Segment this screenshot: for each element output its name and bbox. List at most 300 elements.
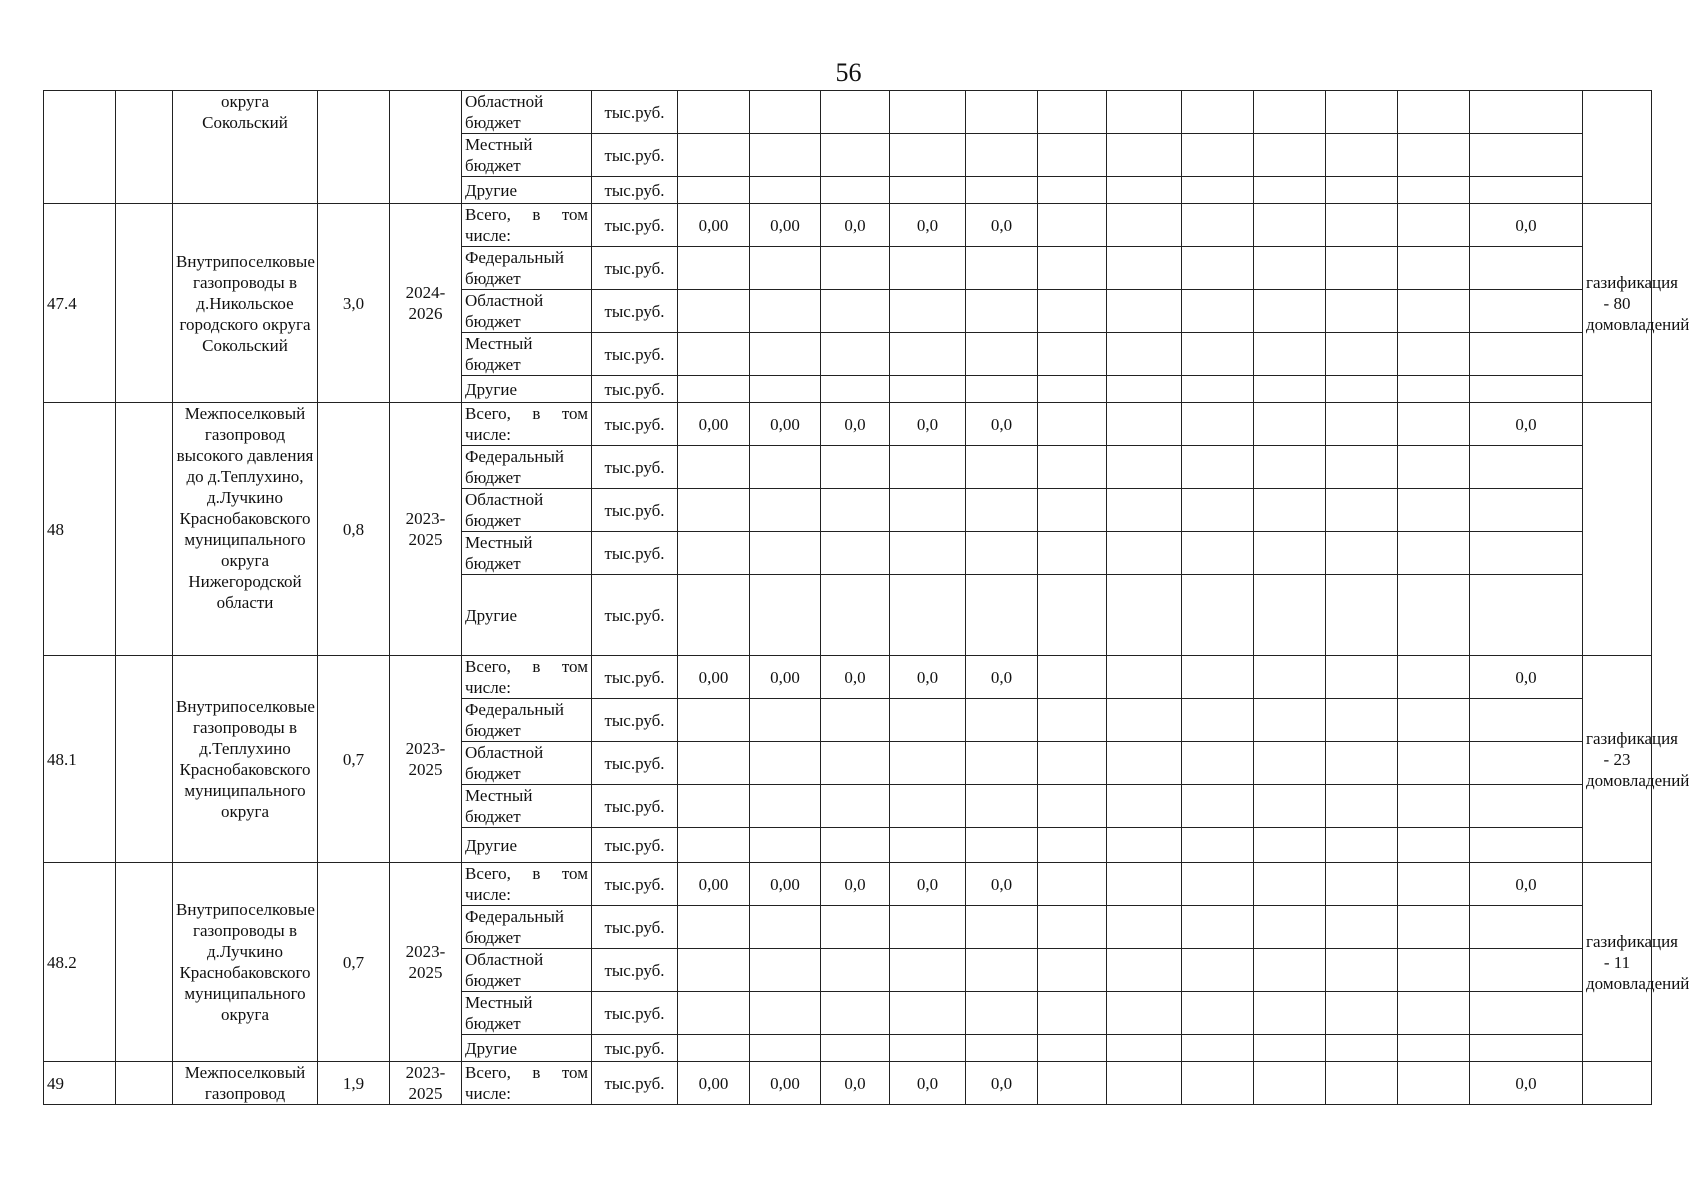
value-cell	[1254, 333, 1326, 376]
value-cell	[1470, 177, 1583, 204]
value-cell	[1326, 863, 1398, 906]
value-cell	[1107, 247, 1182, 290]
value-cell	[1254, 1035, 1326, 1062]
value-cell	[1182, 376, 1254, 403]
value-cell	[1254, 863, 1326, 906]
value-cell	[1470, 699, 1583, 742]
value-cell	[1107, 290, 1182, 333]
value-cell	[1398, 1035, 1470, 1062]
value-cell	[678, 290, 750, 333]
value-cell	[1326, 333, 1398, 376]
unit-cell: тыс.руб.	[592, 742, 678, 785]
unit-cell: тыс.руб.	[592, 699, 678, 742]
value-cell	[678, 489, 750, 532]
row-id: 48.2	[44, 863, 116, 1062]
object-name: Внутрипоселковые газопроводы в д.Теплухино Краснобаковского муниципального округа	[173, 656, 318, 863]
value-cell	[1470, 992, 1583, 1035]
value-cell	[1038, 446, 1107, 489]
length-value	[318, 91, 390, 204]
value-cell	[1182, 177, 1254, 204]
value-cell	[1182, 575, 1254, 656]
row-id	[44, 91, 116, 204]
value-cell	[1470, 134, 1583, 177]
value-cell	[1398, 91, 1470, 134]
value-cell	[1326, 446, 1398, 489]
value-cell	[1254, 290, 1326, 333]
value-cell	[821, 575, 890, 656]
value-cell	[1398, 134, 1470, 177]
value-cell	[1254, 91, 1326, 134]
value-cell	[678, 247, 750, 290]
value-cell	[1107, 992, 1182, 1035]
value-cell: 0,0	[966, 1062, 1038, 1105]
unit-cell: тыс.руб.	[592, 656, 678, 699]
value-cell	[1326, 134, 1398, 177]
value-cell	[1107, 828, 1182, 863]
value-cell	[1182, 446, 1254, 489]
value-cell	[1182, 742, 1254, 785]
object-name: Внутрипоселковые газопроводы в д.Лучкино Краснобаковского муниципального округа	[173, 863, 318, 1062]
value-cell	[678, 742, 750, 785]
value-cell	[1107, 91, 1182, 134]
value-cell	[890, 949, 966, 992]
value-cell	[1398, 403, 1470, 446]
table-row	[44, 204, 1652, 247]
value-cell	[1038, 247, 1107, 290]
value-cell	[1326, 1062, 1398, 1105]
years-value: 2023-2025	[390, 1062, 462, 1105]
table-row	[44, 91, 1652, 134]
value-cell	[678, 333, 750, 376]
object-name: Внутрипоселковые газопроводы в д.Никольское городского округа Сокольский	[173, 204, 318, 403]
row-id: 48.1	[44, 656, 116, 863]
unit-cell: тыс.руб.	[592, 134, 678, 177]
value-cell	[750, 992, 821, 1035]
funding-source: Всего, в том числе:	[462, 403, 592, 446]
value-cell	[678, 699, 750, 742]
value-cell	[750, 949, 821, 992]
unit-cell: тыс.руб.	[592, 1035, 678, 1062]
value-cell	[821, 828, 890, 863]
years-value: 2024-2026	[390, 204, 462, 403]
value-cell	[1038, 906, 1107, 949]
value-cell	[1038, 290, 1107, 333]
value-cell: 0,0	[821, 204, 890, 247]
value-cell	[1470, 247, 1583, 290]
years-value: 2023-2025	[390, 656, 462, 863]
value-cell: 0,00	[750, 403, 821, 446]
value-cell	[1254, 376, 1326, 403]
value-cell	[1398, 446, 1470, 489]
value-cell	[821, 177, 890, 204]
value-cell	[1254, 699, 1326, 742]
value-cell	[1107, 742, 1182, 785]
value-cell	[1326, 177, 1398, 204]
value-cell	[1398, 532, 1470, 575]
value-cell	[750, 333, 821, 376]
value-cell: 0,0	[1470, 656, 1583, 699]
object-name: округа Сокольский	[173, 91, 318, 204]
value-cell	[1326, 656, 1398, 699]
value-cell: 0,00	[678, 204, 750, 247]
value-cell	[821, 489, 890, 532]
value-cell	[966, 376, 1038, 403]
value-cell	[966, 247, 1038, 290]
value-cell	[678, 532, 750, 575]
value-cell: 0,0	[1470, 403, 1583, 446]
value-cell	[1182, 489, 1254, 532]
value-cell: 0,0	[821, 403, 890, 446]
value-cell	[1182, 290, 1254, 333]
funding-source: Местный бюджет	[462, 785, 592, 828]
value-cell	[1107, 532, 1182, 575]
value-cell	[1398, 290, 1470, 333]
value-cell	[1107, 906, 1182, 949]
value-cell	[890, 489, 966, 532]
value-cell	[821, 134, 890, 177]
value-cell	[750, 575, 821, 656]
value-cell	[890, 742, 966, 785]
value-cell	[966, 699, 1038, 742]
value-cell	[890, 333, 966, 376]
value-cell	[1107, 376, 1182, 403]
value-cell	[1107, 575, 1182, 656]
value-cell	[750, 290, 821, 333]
length-value: 1,9	[318, 1062, 390, 1105]
funding-source: Всего, в том числе:	[462, 1062, 592, 1105]
value-cell	[750, 785, 821, 828]
value-cell	[1107, 1035, 1182, 1062]
value-cell	[1038, 177, 1107, 204]
value-cell	[1326, 91, 1398, 134]
value-cell	[1398, 177, 1470, 204]
funding-source: Местный бюджет	[462, 532, 592, 575]
value-cell	[1107, 134, 1182, 177]
value-cell	[1470, 489, 1583, 532]
value-cell	[1254, 906, 1326, 949]
table-row	[44, 403, 1652, 446]
value-cell	[821, 1035, 890, 1062]
funding-source: Всего, в том числе:	[462, 656, 592, 699]
row-empty-col	[116, 656, 173, 863]
length-value: 0,8	[318, 403, 390, 656]
value-cell: 0,00	[678, 403, 750, 446]
value-cell	[1038, 489, 1107, 532]
value-cell	[1326, 785, 1398, 828]
value-cell	[1254, 247, 1326, 290]
value-cell	[1398, 992, 1470, 1035]
value-cell	[678, 376, 750, 403]
value-cell	[966, 575, 1038, 656]
value-cell	[1038, 91, 1107, 134]
value-cell	[890, 785, 966, 828]
value-cell	[1470, 376, 1583, 403]
row-empty-col	[116, 1062, 173, 1105]
value-cell	[1398, 949, 1470, 992]
value-cell	[1107, 446, 1182, 489]
value-cell	[1470, 532, 1583, 575]
value-cell	[966, 742, 1038, 785]
value-cell	[1038, 575, 1107, 656]
value-cell	[1182, 333, 1254, 376]
value-cell	[890, 532, 966, 575]
value-cell	[1326, 376, 1398, 403]
value-cell	[1254, 134, 1326, 177]
object-name: Межпоселковый газопровод	[173, 1062, 318, 1105]
value-cell	[1254, 177, 1326, 204]
funding-source: Федеральный бюджет	[462, 446, 592, 489]
value-cell	[966, 828, 1038, 863]
row-id: 48	[44, 403, 116, 656]
unit-cell: тыс.руб.	[592, 992, 678, 1035]
value-cell	[1470, 91, 1583, 134]
value-cell	[1326, 247, 1398, 290]
value-cell	[1107, 177, 1182, 204]
expected-result	[1583, 91, 1652, 204]
value-cell	[966, 489, 1038, 532]
value-cell	[1182, 204, 1254, 247]
value-cell: 0,0	[1470, 204, 1583, 247]
value-cell	[1038, 992, 1107, 1035]
value-cell	[1182, 403, 1254, 446]
value-cell	[678, 134, 750, 177]
unit-cell: тыс.руб.	[592, 949, 678, 992]
funding-source: Местный бюджет	[462, 134, 592, 177]
value-cell	[966, 1035, 1038, 1062]
unit-cell: тыс.руб.	[592, 91, 678, 134]
funding-source: Другие	[462, 177, 592, 204]
value-cell	[1182, 91, 1254, 134]
unit-cell: тыс.руб.	[592, 446, 678, 489]
value-cell: 0,00	[750, 1062, 821, 1105]
value-cell	[1470, 949, 1583, 992]
value-cell: 0,0	[890, 1062, 966, 1105]
row-id: 47.4	[44, 204, 116, 403]
value-cell	[1254, 532, 1326, 575]
value-cell: 0,00	[750, 204, 821, 247]
row-empty-col	[116, 91, 173, 204]
value-cell	[890, 828, 966, 863]
unit-cell: тыс.руб.	[592, 333, 678, 376]
value-cell	[750, 247, 821, 290]
value-cell	[1107, 656, 1182, 699]
unit-cell: тыс.руб.	[592, 785, 678, 828]
value-cell	[1326, 489, 1398, 532]
value-cell: 0,0	[1470, 1062, 1583, 1105]
value-cell	[966, 785, 1038, 828]
value-cell	[966, 134, 1038, 177]
value-cell	[1254, 446, 1326, 489]
value-cell	[1038, 134, 1107, 177]
value-cell	[750, 376, 821, 403]
value-cell	[890, 177, 966, 204]
value-cell	[1326, 828, 1398, 863]
value-cell	[1038, 1035, 1107, 1062]
value-cell	[750, 532, 821, 575]
value-cell	[1038, 333, 1107, 376]
value-cell	[1470, 828, 1583, 863]
value-cell: 0,00	[678, 1062, 750, 1105]
value-cell: 0,0	[966, 403, 1038, 446]
value-cell	[1038, 785, 1107, 828]
unit-cell: тыс.руб.	[592, 247, 678, 290]
funding-source: Областной бюджет	[462, 489, 592, 532]
value-cell	[1398, 333, 1470, 376]
value-cell	[1326, 532, 1398, 575]
funding-source: Другие	[462, 828, 592, 863]
value-cell	[1107, 1062, 1182, 1105]
value-cell: 0,0	[890, 656, 966, 699]
value-cell	[821, 446, 890, 489]
value-cell	[1398, 575, 1470, 656]
value-cell	[1038, 949, 1107, 992]
row-empty-col	[116, 863, 173, 1062]
value-cell: 0,00	[750, 656, 821, 699]
value-cell	[890, 575, 966, 656]
value-cell	[821, 91, 890, 134]
value-cell	[1107, 333, 1182, 376]
value-cell	[1254, 656, 1326, 699]
value-cell: 0,00	[678, 863, 750, 906]
value-cell	[1470, 290, 1583, 333]
value-cell: 0,0	[966, 204, 1038, 247]
value-cell	[1326, 204, 1398, 247]
value-cell	[1182, 247, 1254, 290]
unit-cell: тыс.руб.	[592, 575, 678, 656]
value-cell: 0,00	[750, 863, 821, 906]
value-cell	[1398, 376, 1470, 403]
value-cell	[966, 906, 1038, 949]
value-cell	[678, 446, 750, 489]
value-cell	[966, 446, 1038, 489]
value-cell	[1398, 828, 1470, 863]
value-cell	[821, 949, 890, 992]
value-cell	[890, 376, 966, 403]
years-value: 2023-2025	[390, 863, 462, 1062]
value-cell	[1182, 828, 1254, 863]
funding-source: Федеральный бюджет	[462, 247, 592, 290]
value-cell	[821, 992, 890, 1035]
row-empty-col	[116, 403, 173, 656]
value-cell	[1254, 785, 1326, 828]
unit-cell: тыс.руб.	[592, 863, 678, 906]
value-cell	[1107, 949, 1182, 992]
table-body	[44, 91, 1690, 1105]
value-cell	[1254, 742, 1326, 785]
value-cell	[1398, 1062, 1470, 1105]
page-number: 56	[835, 58, 862, 87]
object-name: Межпоселковый газопровод высокого давления до д.Теплухино, д.Лучкино Краснобаковского муниципального округа Нижегородской области	[173, 403, 318, 656]
value-cell	[750, 742, 821, 785]
funding-source: Другие	[462, 575, 592, 656]
value-cell	[1254, 992, 1326, 1035]
value-cell	[750, 91, 821, 134]
value-cell	[1182, 863, 1254, 906]
value-cell	[1398, 699, 1470, 742]
value-cell	[678, 91, 750, 134]
value-cell	[966, 532, 1038, 575]
value-cell	[750, 446, 821, 489]
value-cell	[1182, 906, 1254, 949]
table-row	[44, 863, 1652, 906]
expected-result: газификация - 11 домовладений	[1583, 863, 1652, 1062]
expected-result	[1583, 1062, 1652, 1105]
value-cell	[1182, 532, 1254, 575]
value-cell	[1398, 863, 1470, 906]
value-cell	[1470, 1035, 1583, 1062]
value-cell	[750, 828, 821, 863]
value-cell	[890, 247, 966, 290]
value-cell	[1326, 575, 1398, 656]
unit-cell: тыс.руб.	[592, 828, 678, 863]
funding-source: Местный бюджет	[462, 992, 592, 1035]
value-cell	[890, 1035, 966, 1062]
value-cell	[678, 575, 750, 656]
value-cell	[1038, 863, 1107, 906]
value-cell	[1398, 204, 1470, 247]
value-cell	[678, 828, 750, 863]
value-cell	[1470, 333, 1583, 376]
value-cell	[1107, 699, 1182, 742]
value-cell	[890, 446, 966, 489]
value-cell	[1398, 785, 1470, 828]
value-cell	[821, 247, 890, 290]
table-row	[44, 656, 1652, 699]
value-cell	[678, 906, 750, 949]
value-cell	[1107, 403, 1182, 446]
unit-cell: тыс.руб.	[592, 1062, 678, 1105]
unit-cell: тыс.руб.	[592, 532, 678, 575]
funding-source: Областной бюджет	[462, 742, 592, 785]
years-value	[390, 91, 462, 204]
value-cell	[750, 1035, 821, 1062]
value-cell	[1470, 906, 1583, 949]
value-cell	[1038, 204, 1107, 247]
value-cell	[1470, 785, 1583, 828]
value-cell	[750, 177, 821, 204]
value-cell	[1182, 785, 1254, 828]
value-cell	[1398, 489, 1470, 532]
value-cell	[1107, 489, 1182, 532]
funding-source: Областной бюджет	[462, 290, 592, 333]
value-cell	[1182, 699, 1254, 742]
value-cell	[1254, 1062, 1326, 1105]
row-empty-col	[116, 204, 173, 403]
value-cell	[1398, 247, 1470, 290]
value-cell: 0,0	[966, 863, 1038, 906]
funding-source: Федеральный бюджет	[462, 906, 592, 949]
value-cell: 0,0	[966, 656, 1038, 699]
unit-cell: тыс.руб.	[592, 177, 678, 204]
funding-source: Другие	[462, 376, 592, 403]
value-cell	[966, 992, 1038, 1035]
value-cell	[1038, 742, 1107, 785]
value-cell	[1254, 403, 1326, 446]
value-cell	[1398, 742, 1470, 785]
value-cell	[678, 1035, 750, 1062]
row-id: 49	[44, 1062, 116, 1105]
value-cell	[1254, 949, 1326, 992]
value-cell	[678, 177, 750, 204]
value-cell	[750, 489, 821, 532]
value-cell	[821, 699, 890, 742]
expected-result: газификация - 80 домовладений	[1583, 204, 1652, 403]
length-value: 0,7	[318, 863, 390, 1062]
value-cell	[1326, 699, 1398, 742]
value-cell	[966, 91, 1038, 134]
value-cell	[966, 290, 1038, 333]
value-cell: 0,0	[890, 403, 966, 446]
